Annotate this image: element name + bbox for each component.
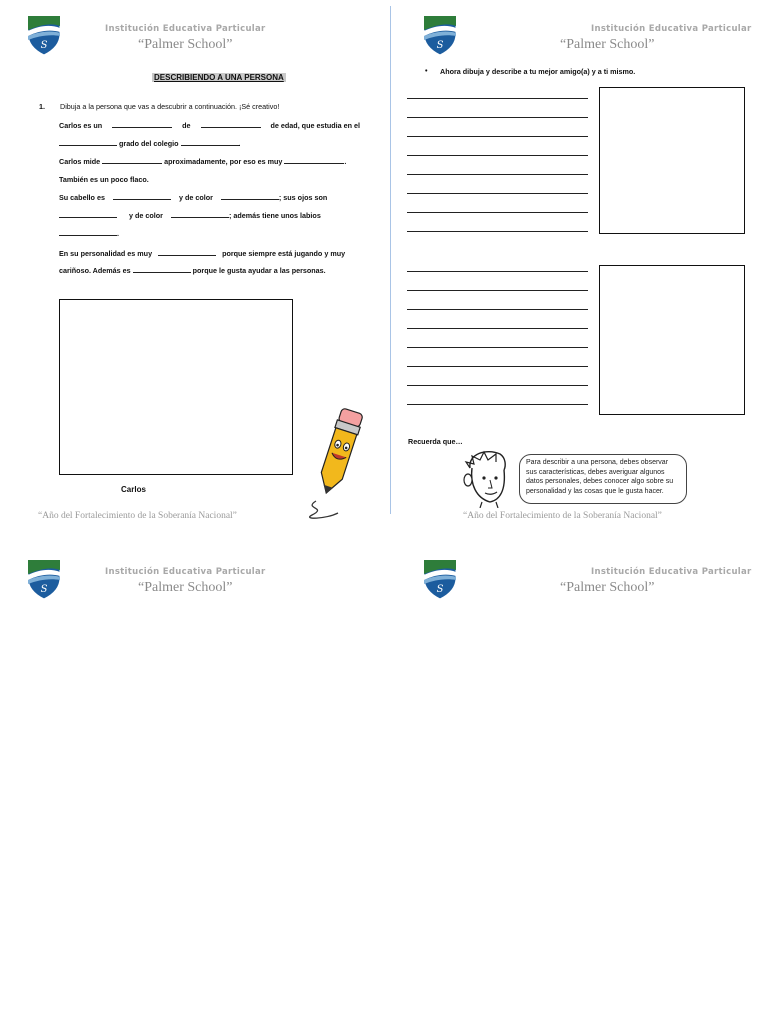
blank-field[interactable] (158, 246, 216, 256)
blank-field[interactable] (102, 154, 162, 164)
motto-text: “Año del Fortalecimiento de la Soberanía Nacional” (463, 511, 662, 521)
tip-speech-bubble: Para describir a una persona, debes observar sus características, debes averiguar algunos datos personales, debes conocer algo sobre su personalidad y las cosas que le gusta hacer. (519, 454, 687, 504)
fill-line-7: . (59, 225, 119, 243)
blank-field[interactable] (133, 263, 191, 273)
right-instruction: Ahora dibuja y describe a tu mejor amigo(a) y a ti mismo. (440, 67, 636, 76)
writing-line[interactable] (407, 136, 588, 137)
school-shield-logo (26, 558, 62, 600)
school-name: “Palmer School” (138, 580, 233, 595)
fill-line-5: Su cabello es y de color ; sus ojos son (59, 189, 375, 207)
writing-line[interactable] (407, 309, 588, 310)
section-title: DESCRIBIENDO A UNA PERSONA (154, 73, 284, 82)
drawing-caption: Carlos (121, 485, 146, 494)
institution-name: Institución Educativa Particular (591, 567, 752, 577)
writing-line[interactable] (407, 155, 588, 156)
exercise-instruction: Dibuja a la persona que vas a descubrir a continuación. ¡Sé creativo! (60, 102, 280, 111)
school-name: “Palmer School” (560, 580, 655, 595)
school-name: “Palmer School” (560, 37, 655, 52)
writing-line[interactable] (407, 328, 588, 329)
writing-line[interactable] (407, 404, 588, 405)
writing-line[interactable] (407, 366, 588, 367)
blank-field[interactable] (221, 190, 279, 200)
fill-line-6: y de color ; además tiene unos labios (59, 207, 375, 225)
institution-name: Institución Educativa Particular (105, 567, 266, 577)
fill-line-4: También es un poco flaco. (59, 175, 149, 184)
blank-field[interactable] (113, 190, 171, 200)
school-shield-logo (422, 558, 458, 600)
fill-line-3: Carlos mide aproximadamente, por eso es muy . (59, 153, 375, 171)
blank-field[interactable] (112, 118, 172, 128)
bullet-icon: • (425, 66, 428, 75)
drawing-box-friend[interactable] (599, 87, 745, 234)
remember-label: Recuerda que… (408, 437, 463, 446)
fill-line-8: En su personalidad es muy porque siempre está jugando y muy (59, 245, 375, 263)
fill-line-9: cariñoso. Además es porque le gusta ayudar a las personas. (59, 262, 375, 280)
writing-line[interactable] (407, 385, 588, 386)
institution-name: Institución Educativa Particular (591, 24, 752, 34)
fill-line-2: grado del colegio . (59, 135, 375, 153)
drawing-box-carlos[interactable] (59, 299, 293, 475)
writing-line[interactable] (407, 117, 588, 118)
school-shield-logo (26, 14, 62, 56)
page-divider (390, 6, 391, 514)
blank-field[interactable] (284, 154, 344, 164)
fill-line-1: Carlos es un de de edad, que estudia en el (59, 117, 375, 135)
writing-line[interactable] (407, 231, 588, 232)
writing-line[interactable] (407, 212, 588, 213)
writing-line[interactable] (407, 174, 588, 175)
writing-line[interactable] (407, 193, 588, 194)
institution-name: Institución Educativa Particular (105, 24, 266, 34)
school-shield-logo (422, 14, 458, 56)
motto-text: “Año del Fortalecimiento de la Soberanía Nacional” (38, 511, 237, 521)
writing-line[interactable] (407, 290, 588, 291)
blank-field[interactable] (59, 136, 117, 146)
writing-line[interactable] (407, 98, 588, 99)
exercise-number: 1. (39, 102, 45, 111)
blank-field[interactable] (201, 118, 261, 128)
boy-face-icon (456, 448, 516, 508)
blank-field[interactable] (59, 208, 117, 218)
blank-field[interactable] (59, 226, 117, 236)
writing-line[interactable] (407, 347, 588, 348)
pencil-character-icon (298, 405, 378, 523)
blank-field[interactable] (181, 136, 239, 146)
drawing-box-self[interactable] (599, 265, 745, 415)
school-name: “Palmer School” (138, 37, 233, 52)
blank-field[interactable] (171, 208, 229, 218)
writing-line[interactable] (407, 271, 588, 272)
